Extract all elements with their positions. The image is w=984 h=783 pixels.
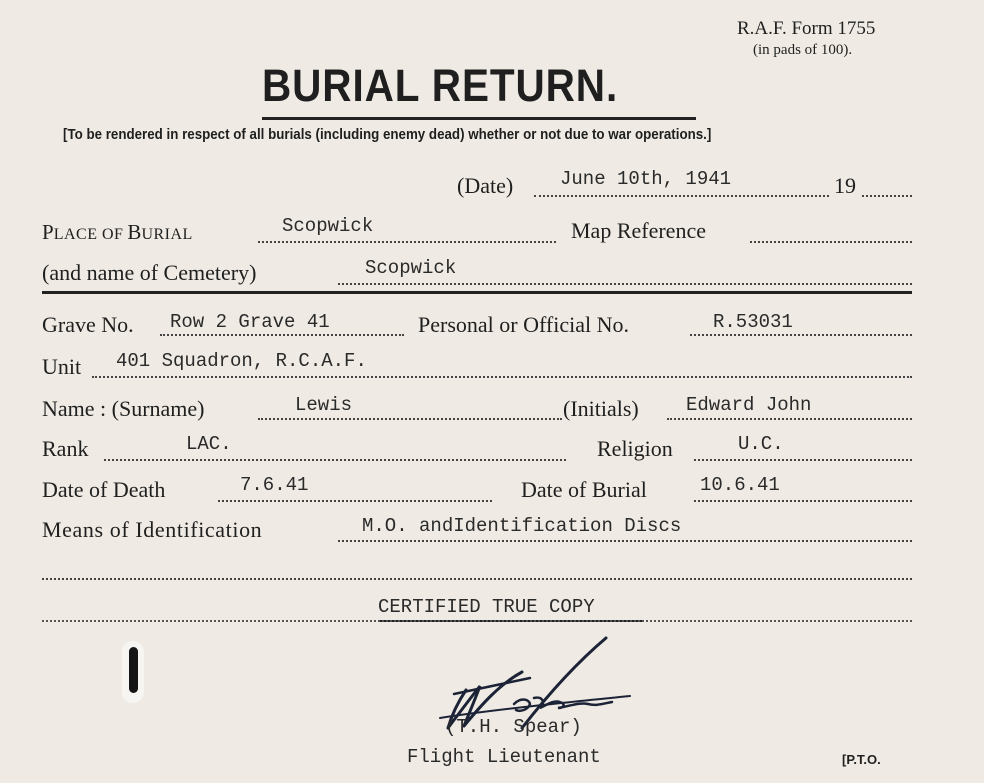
unit-label: Unit — [42, 354, 82, 379]
burial-rest: URIAL — [141, 226, 193, 243]
extra-dotline-2 — [42, 620, 912, 622]
place-of-burial-label — [42, 220, 193, 245]
section-rule — [42, 291, 912, 294]
rank-label: Rank — [42, 436, 89, 461]
unit-dotline — [92, 376, 912, 378]
burial-initial: B — [127, 220, 142, 244]
year-dotline — [862, 195, 912, 197]
identification-value: M.O. andIdentification Discs — [362, 515, 682, 537]
date-of-burial-dotline — [694, 500, 912, 502]
cemetery-dotline — [338, 283, 912, 285]
date-of-death-label: Date of Death — [42, 477, 166, 502]
initials-value: Edward John — [686, 394, 812, 416]
rank-value: LAC. — [186, 433, 232, 455]
initials-dotline — [667, 418, 912, 420]
grave-no-label: Grave No. — [42, 312, 134, 337]
identification-dotline — [338, 540, 912, 542]
form-instruction: [To be rendered in respect of all burials (including enemy dead) whether or not due to war operations.] — [63, 127, 712, 143]
date-of-burial-label: Date of Burial — [521, 477, 647, 502]
cemetery-value: Scopwick — [365, 257, 457, 279]
form-title: BURIAL RETURN. — [262, 60, 619, 111]
personal-no-label: Personal or Official No. — [418, 312, 629, 337]
signatory-name: (T.H. Spear) — [445, 716, 582, 738]
surname-value: Lewis — [295, 394, 353, 416]
place-of-burial-value: Scopwick — [282, 215, 374, 237]
surname-dotline — [258, 418, 562, 420]
rank-dotline — [104, 459, 566, 461]
place-dotline — [258, 241, 556, 243]
date-dotline — [534, 195, 829, 197]
personal-no-dotline — [690, 334, 912, 336]
map-reference-dotline — [750, 241, 912, 243]
personal-no-value: R.53031 — [713, 311, 793, 333]
grave-no-dotline — [160, 334, 404, 336]
date-label: (Date) — [457, 173, 514, 198]
form-number: R.A.F. Form 1755 — [737, 18, 876, 39]
religion-value: U.C. — [738, 433, 784, 455]
title-underline — [262, 117, 696, 120]
signatory-rank: Flight Lieutenant — [407, 746, 601, 768]
grave-no-value: Row 2 Grave 41 — [170, 311, 330, 333]
surname-label: Name : (Surname) — [42, 396, 205, 421]
initials-label: (Initials) — [563, 396, 639, 421]
religion-dotline — [694, 459, 912, 461]
map-reference-label: Map Reference — [571, 218, 706, 243]
place-initial: P — [42, 220, 54, 244]
date-value: June 10th, 1941 — [560, 168, 732, 190]
identification-label: Means of Identification — [42, 517, 263, 542]
year-prefix-label: 19 — [834, 173, 856, 198]
certified-true-copy-stamp: CERTIFIED TRUE COPY — [378, 596, 595, 618]
date-of-death-value: 7.6.41 — [240, 474, 309, 496]
date-of-death-dotline — [218, 500, 492, 502]
religion-label: Religion — [597, 436, 673, 461]
punch-hole — [122, 641, 144, 703]
extra-dotline-1 — [42, 578, 912, 580]
pto-note: [P.T.O. — [842, 752, 881, 767]
cemetery-label: (and name of Cemetery) — [42, 260, 257, 285]
place-rest: LACE OF — [53, 226, 124, 243]
form-pads-note: (in pads of 100). — [753, 42, 853, 58]
unit-value: 401 Squadron, R.C.A.F. — [116, 350, 367, 372]
date-of-burial-value: 10.6.41 — [700, 474, 780, 496]
